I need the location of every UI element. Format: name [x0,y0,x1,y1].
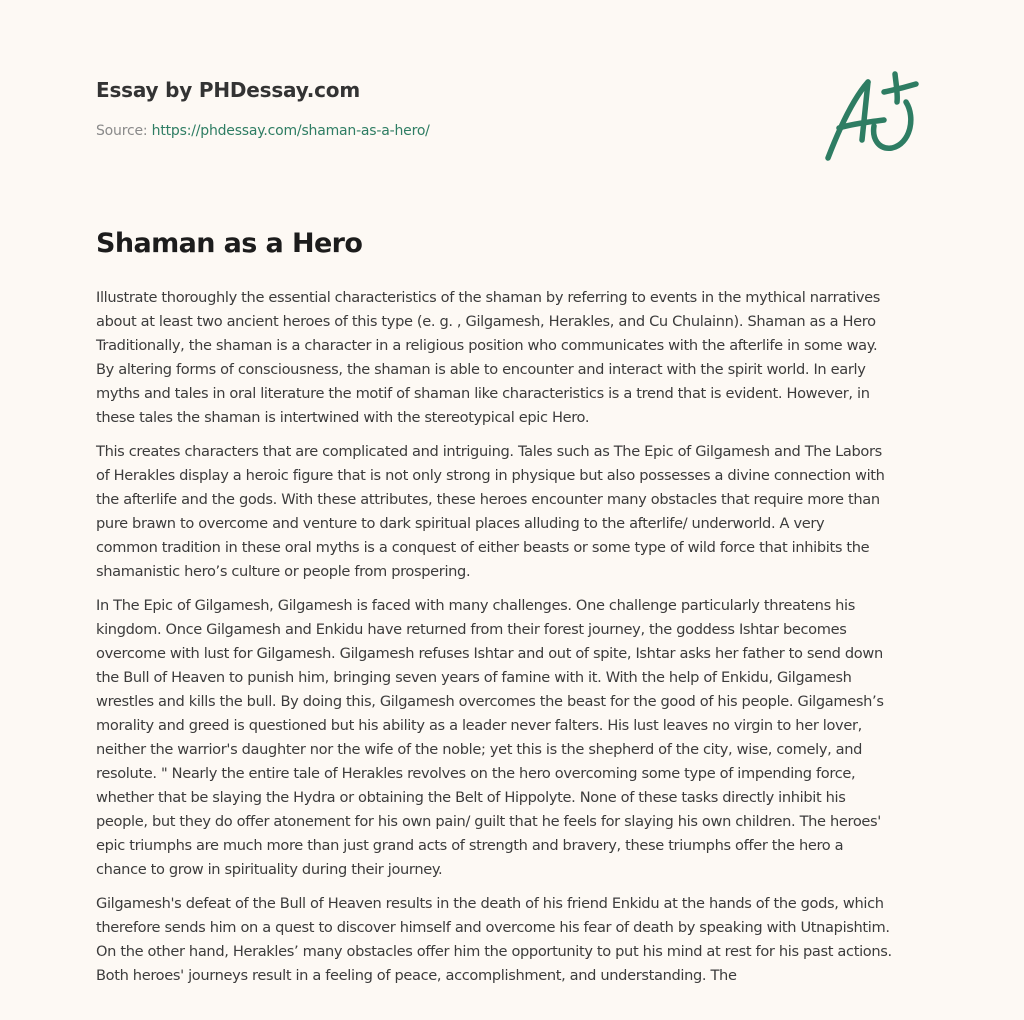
text-line: epic triumphs are much more than just grand acts of strength and bravery, these triumphs offer the hero a [96,837,844,854]
text-line: myths and tales in oral literature the motif of shaman like characteristics is a trend that is evident. However, in [96,385,870,402]
text-line: resolute. " Nearly the entire tale of Herakles revolves on the hero overcoming some type of impending force, [96,765,856,782]
text-line: pure brawn to overcome and venture to dark spiritual places alluding to the afterlife/ underworld. A very [96,515,825,532]
text-line: the Bull of Heaven to punish him, bringing seven years of famine with it. With the help of Enkidu, Gilgamesh [96,669,852,686]
text-line: shamanistic hero’s culture or people from prospering. [96,563,471,580]
paragraph-1 [96,286,946,430]
essay-title: Shaman as a Hero [96,228,363,259]
page-header [96,76,696,141]
source-line [96,121,696,141]
a-plus-grade-icon [818,62,938,172]
text-line: kingdom. Once Gilgamesh and Enkidu have returned from their forest journey, the goddess Ishtar becomes [96,621,847,638]
text-line: the afterlife and the gods. With these attributes, these heroes encounter many obstacles that require more than [96,491,880,508]
text-line: of Herakles display a heroic figure that is not only strong in physique but also possesses a divine connection with [96,467,885,484]
source-label: Source: [96,123,148,139]
text-line: neither the warrior's daughter nor the wife of the noble; yet this is the shepherd of the city, wise, comely, and [96,741,863,758]
text-line: chance to grow in spirituality during their journey. [96,861,443,878]
text-line: Both heroes' journeys result in a feeling of peace, accomplishment, and understanding. The [96,967,737,984]
text-line: about at least two ancient heroes of this type (e. g. , Gilgamesh, Herakles, and Cu Chulainn). Shaman as a Hero [96,313,876,330]
paragraph-3 [96,594,946,882]
text-line: wrestles and kills the bull. By doing this, Gilgamesh overcomes the beast for the good of his people. Gilgamesh’s [96,693,884,710]
text-line: common tradition in these oral myths is a conquest of either beasts or some type of wild force that inhibits the [96,539,870,556]
site-title: Essay by PHDessay.com [96,78,360,102]
text-line: Gilgamesh's defeat of the Bull of Heaven results in the death of his friend Enkidu at the hands of the gods, which [96,895,884,912]
text-line: people, but they do offer atonement for his own pain/ guilt that he feels for slaying his own children. The heroes' [96,813,881,830]
text-line: By altering forms of consciousness, the shaman is able to encounter and interact with the spirit world. In early [96,361,866,378]
text-line: In The Epic of Gilgamesh, Gilgamesh is faced with many challenges. One challenge particularly threatens his [96,597,855,614]
paragraph-4 [96,892,946,988]
paragraph-2 [96,440,946,584]
text-line: On the other hand, Herakles’ many obstacles offer him the opportunity to put his mind at rest for his past actions. [96,943,892,960]
text-line: therefore sends him on a quest to discover himself and overcome his fear of death by speaking with Utnapishtim. [96,919,890,936]
text-line: This creates characters that are complicated and intriguing. Tales such as The Epic of Gilgamesh and The Labors [96,443,882,460]
source-link[interactable]: https://phdessay.com/shaman-as-a-hero/ [151,123,430,139]
essay-body [96,286,946,998]
text-line: morality and greed is questioned but his ability as a leader never falters. His lust leaves no virgin to her lover, [96,717,862,734]
text-line: Illustrate thoroughly the essential characteristics of the shaman by referring to events in the mythical narratives [96,289,881,306]
text-line: Traditionally, the shaman is a character in a religious position who communicates with the afterlife in some way. [96,337,878,354]
text-line: these tales the shaman is intertwined with the stereotypical epic Hero. [96,409,590,426]
text-line: overcome with lust for Gilgamesh. Gilgamesh refuses Ishtar and out of spite, Ishtar asks her father to send down [96,645,883,662]
text-line: whether that be slaying the Hydra or obtaining the Belt of Hippolyte. None of these tasks directly inhibit his [96,789,846,806]
